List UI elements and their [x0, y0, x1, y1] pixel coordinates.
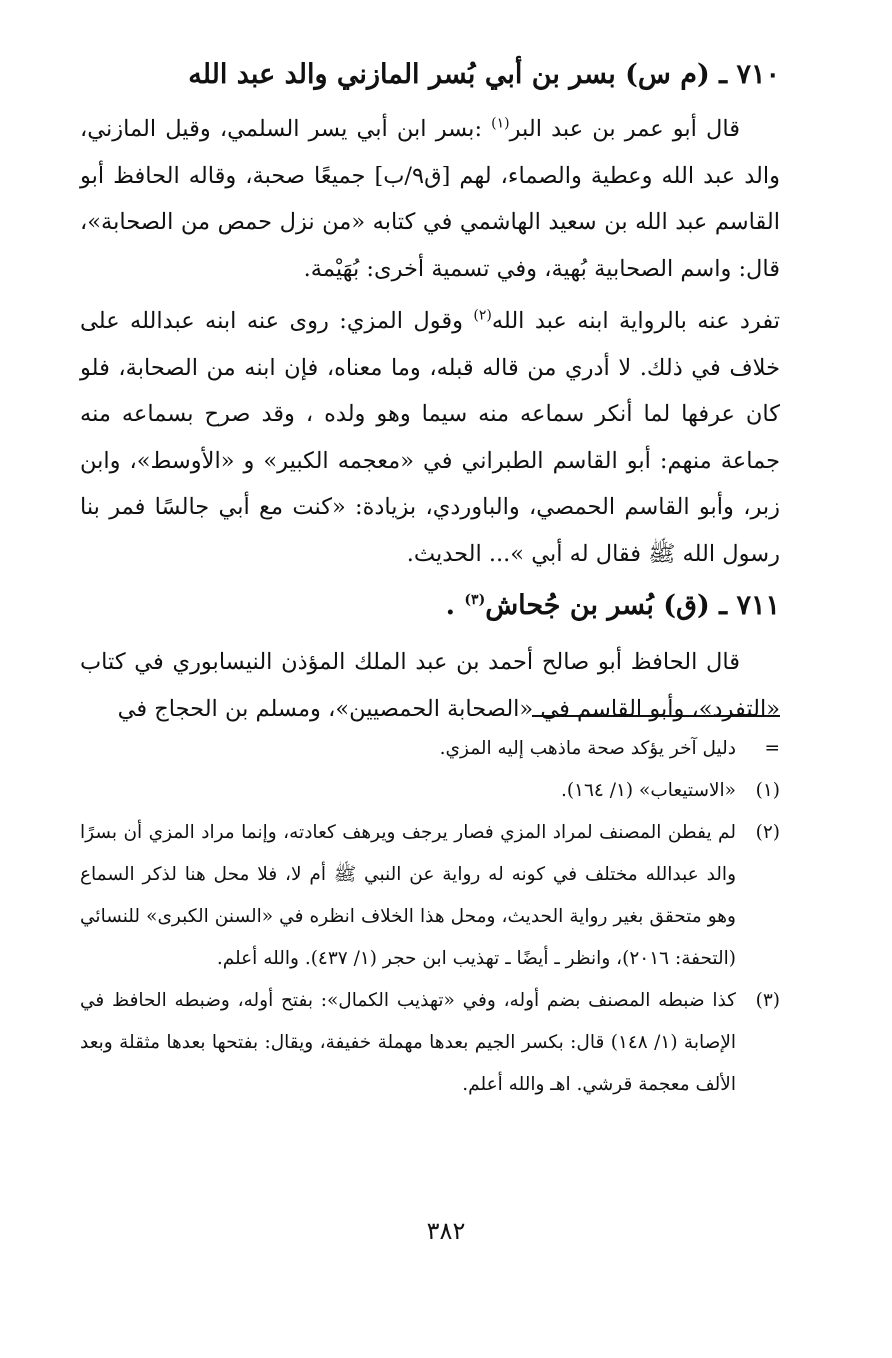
entry-number-711: ٧١١ ـ [719, 590, 780, 621]
footnote-text: لم يفطن المصنف لمراد المزي فصار يرجف ويرهف كعادته، وإنما مراد المزي أن بسرًا والد عبدالله مختلف في كونه له رواية عن النبي ﷺ أم لا، فلا محل هنا لذكر السماع وهو متحقق بغير رواية الحديث، ومحل هذا الخلاف انظره في «السنن الكبرى» للنسائي (التحفة: ٢٠١٦)، وانظر ـ أيضًا ـ تهذيب ابن حجر (١/ ٤٣٧). والله أعلم. [80, 822, 736, 969]
footnote-ref-3[interactable]: (٣) [464, 592, 486, 608]
paragraph-text: :بسر ابن أبي يسر السلمي، وقيل المازني، والد عبد الله وعطية والصماء، لهم [ق٩/ب] جميعًا صحبة، وقاله الحافظ أبو القاسم عبد الله بن سعيد الهاشمي في كتابه «من نزل حمص من الصحابة»، قال: واسم الصحابية بُهية، وفي تسمية أخرى: بُهَيْمة. [80, 116, 780, 282]
entry-heading-710: (م س) بسر بن أبي بُسر المازني والد عبد الله [188, 59, 710, 90]
paragraph-710-1 [80, 106, 780, 292]
entry-heading-tail: . [445, 590, 465, 621]
paragraph-711-1 [80, 639, 780, 732]
paragraph-text: وقول المزي: روى عنه ابنه عبدالله على خلاف في ذلك. لا أدري من قاله قبله، وما معناه، فإن ابنه من الصحابة، فلو كان عرفها لما أنكر سماعه منه سيما وهو ولده ، وقد صرح بسماعه منه جماعة منهم: أبو القاسم الطبراني في «معجمه الكبير» و «الأوسط»، وابن زبر، وأبو القاسم الحمصي، والباوردي، بزيادة: «كنت مع أبي جالسًا فمر بنا رسول الله ﷺ فقال له أبي »... الحديث. [80, 308, 780, 567]
paragraph-text: قال الحافظ أبو صالح أحمد بن عبد الملك المؤذن النيسابوري في كتاب «التفرد»، وأبو القاسم في «الصحابة الحمصيين»، ومسلم بن الحجاج في [80, 649, 780, 722]
footnote-continuation [80, 728, 780, 770]
footnote-2 [80, 812, 780, 980]
entry-title-710 [80, 52, 780, 98]
footnote-mark: (٣) [755, 990, 780, 1011]
entry-number-710: ٧١٠ ـ [719, 59, 780, 90]
footnote-1 [80, 770, 780, 812]
entry-title-711 [80, 583, 780, 629]
footnotes [80, 728, 780, 1106]
footnote-mark: (١) [755, 780, 780, 801]
paragraph-710-2 [80, 298, 780, 577]
footnote-separator [532, 715, 780, 717]
footnote-text: «الاستيعاب» (١/ ١٦٤). [560, 780, 736, 801]
page-number: ٣٨٢ [426, 1217, 466, 1245]
paragraph-text: قال أبو عمر بن عبد البر [509, 116, 740, 142]
footnote-text: دليل آخر يؤكد صحة ماذهب إليه المزي. [439, 738, 736, 759]
page-body [80, 52, 780, 738]
footnote-mark: (٢) [755, 822, 780, 843]
entry-heading-711: (ق) بُسر بن جُحاش [485, 590, 710, 621]
paragraph-text: تفرد عنه بالرواية ابنه عبد الله [491, 308, 780, 334]
footnote-3 [80, 980, 780, 1106]
footnote-ref-2[interactable]: (٢) [473, 307, 492, 324]
footnote-mark: = [764, 738, 780, 759]
footnote-ref-1[interactable]: (١) [491, 115, 510, 132]
footnote-text: كذا ضبطه المصنف بضم أوله، وفي «تهذيب الكمال»: بفتح أوله، وضبطه الحافظ في الإصابة (١/ ١٤٨) قال: بكسر الجيم بعدها مهملة خفيفة، ويقال: بفتحها بعدها مثقلة وبعد الألف معجمة قرشي. اهـ والله أعلم. [80, 990, 737, 1095]
